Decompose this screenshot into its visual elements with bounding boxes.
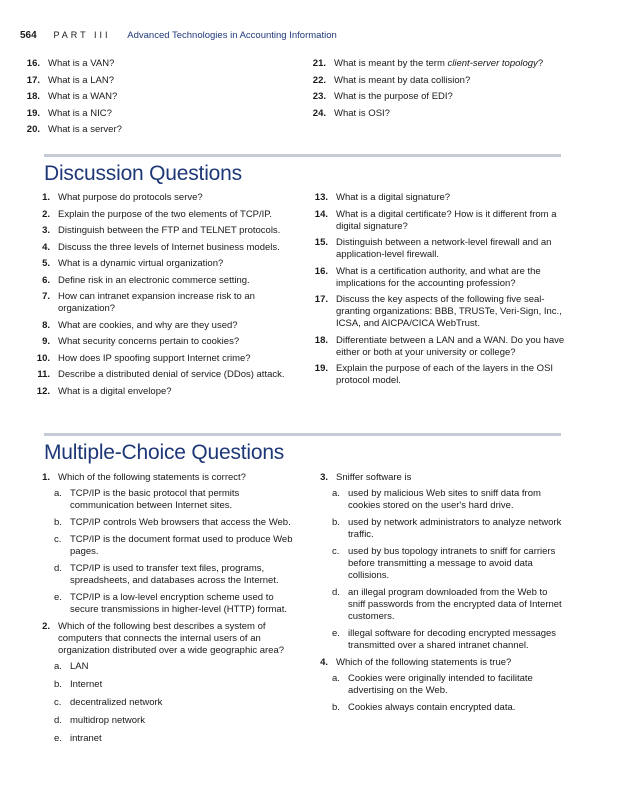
question: 1. Which of the following statements is correct? xyxy=(42,472,246,483)
list-item: 13. What is a digital signature? xyxy=(314,192,451,203)
list-item: 8. What are cookies, and why are they used? xyxy=(42,319,238,331)
list-item: 2. Explain the purpose of the two elements of TCP/IP. xyxy=(42,208,273,220)
answer-options xyxy=(308,488,566,652)
answer-option: b. Internet xyxy=(54,679,103,690)
answer-option: a. Cookies were originally intended to facilitate advertising on the Web. xyxy=(332,673,533,696)
answer-option: b. TCP/IP controls Web browsers that access the Web. xyxy=(54,517,291,528)
list-item: 7. How can intranet expansion increase risk to an organization? xyxy=(42,291,255,314)
list-item: 5. What is a dynamic virtual organization? xyxy=(42,258,224,269)
answer-option: b. used by network administrators to analyze network traffic. xyxy=(332,517,562,540)
list-item: 11. Describe a distributed denial of service (DDos) attack. xyxy=(37,369,285,380)
list-item: 4. Discuss the three levels of Internet business models. xyxy=(42,241,280,253)
list-item: 9. What security concerns pertain to cookies? xyxy=(42,336,240,347)
list-item: 19. Explain the purpose of each of the layers in the OSI protocol model. xyxy=(314,363,554,386)
multiple-choice-left xyxy=(30,472,302,751)
discussion-questions-left xyxy=(30,192,302,402)
multiple-choice-right xyxy=(308,472,566,719)
answer-option: d. multidrop network xyxy=(54,715,145,726)
answer-option: b. Cookies always contain encrypted data. xyxy=(332,702,516,713)
list-item: 14. What is a digital certificate? How is it different from a digital signature? xyxy=(314,208,557,232)
list-item: 20. What is a server? xyxy=(26,124,122,135)
answer-option: a. TCP/IP is the basic protocol that permits communication between Internet sites. xyxy=(54,488,240,511)
answer-option: e. TCP/IP is a low-level encryption scheme used to secure transmissions in higher-level (HTTP) format. xyxy=(54,592,287,615)
question: 3. Sniffer software is xyxy=(320,472,412,483)
list-item: 18. Differentiate between a LAN and a WAN. Do you have either or both at your university or college? xyxy=(314,334,565,358)
list-item: 6. Define risk in an electronic commerce setting. xyxy=(42,274,250,286)
list-item: 18. What is a WAN? xyxy=(26,91,118,102)
answer-options xyxy=(30,488,302,616)
section-divider xyxy=(44,154,561,157)
list-item: 23. What is the purpose of EDI? xyxy=(312,91,453,102)
review-questions-left xyxy=(20,58,300,141)
review-questions-right xyxy=(306,58,566,124)
page-number: 564 xyxy=(20,30,37,41)
answer-option: c. decentralized network xyxy=(54,697,163,708)
answer-option: a. LAN xyxy=(54,661,89,672)
discussion-heading: Discussion Questions xyxy=(44,162,242,185)
list-item: 17. What is a LAN? xyxy=(26,74,114,86)
chapter-title: Advanced Technologies in Accounting Information xyxy=(127,30,337,41)
list-item: 10. How does IP spoofing support Internet crime? xyxy=(36,352,251,364)
answer-option: d. an illegal program downloaded from the Web to sniff passwords from the encrypted data of Internet customers. xyxy=(332,587,562,622)
list-item: 19. What is a NIC? xyxy=(26,107,112,119)
answer-options xyxy=(30,661,302,745)
answer-option: e. intranet xyxy=(54,733,102,744)
question: 4. Which of the following statements is true? xyxy=(320,657,512,668)
part-label: PART III xyxy=(53,30,111,40)
list-item: 12. What is a digital envelope? xyxy=(36,385,172,397)
list-item: 15. Distinguish between a network-level firewall and an application-level firewall. xyxy=(314,237,552,260)
list-item: 16. What is a VAN? xyxy=(26,58,115,69)
list-item: 1. What purpose do protocols serve? xyxy=(42,192,203,203)
answer-options xyxy=(308,673,566,714)
list-item: 22. What is meant by data collision? xyxy=(312,74,471,86)
list-item: 17. Discuss the key aspects of the following five seal-granting organizations: BBB, TRUSTe, Veri-Sign, Inc., ICSA, and AICPA/CICA WebTrust. xyxy=(314,294,562,329)
list-item: 21. What is meant by the term client-server topology? xyxy=(312,58,544,69)
list-item: 3. Distinguish between the FTP and TELNET protocols. xyxy=(42,225,281,236)
answer-option: c. used by bus topology intranets to sniff for carriers before transmitting a message to avoid data collisions. xyxy=(332,546,556,581)
answer-option: d. TCP/IP is used to transfer text files, programs, spreadsheets, and databases across the Internet. xyxy=(54,563,279,586)
multiple-choice-heading: Multiple-Choice Questions xyxy=(44,441,285,464)
question: 2. Which of the following best describes a system of computers that connects the internal users of an organization distributed over a wide geographic area? xyxy=(42,621,285,656)
answer-option: c. TCP/IP is the document format used to produce Web pages. xyxy=(54,534,293,557)
answer-option: e. illegal software for decoding encrypted messages transmitted over a shared intranet channel. xyxy=(332,628,557,651)
discussion-questions-right xyxy=(308,192,566,392)
answer-option: a. used by malicious Web sites to sniff data from cookies stored on the user's hard drive. xyxy=(332,488,541,511)
list-item: 24. What is OSI? xyxy=(312,107,390,119)
running-header xyxy=(20,30,337,41)
list-item: 16. What is a certification authority, and what are the implications for the accounting profession? xyxy=(314,265,541,289)
section-divider xyxy=(44,433,561,436)
